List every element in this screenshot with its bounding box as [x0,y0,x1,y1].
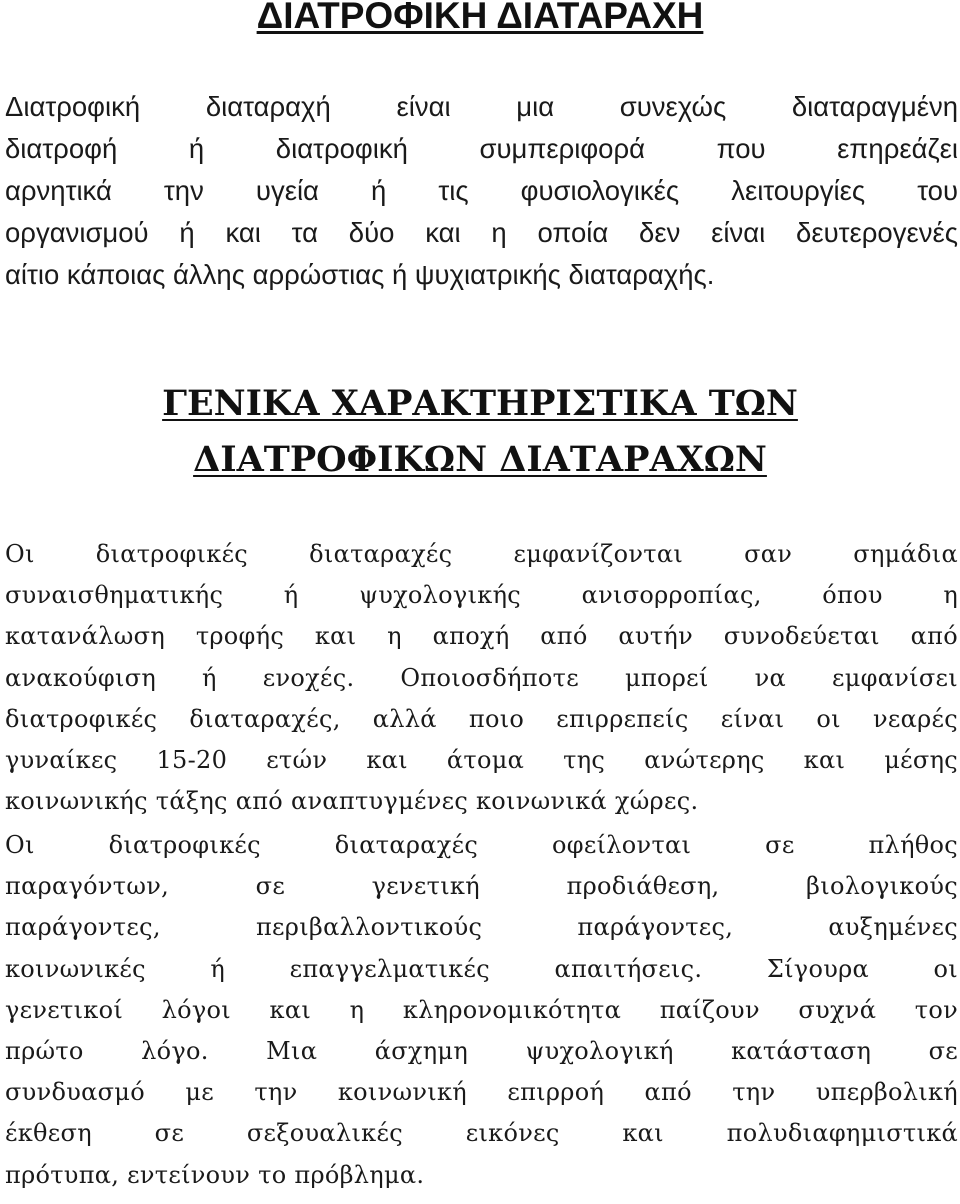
causes-paragraph [5,825,958,1196]
paragraph-line: γυναίκες 15-20 ετών και άτομα της ανώτερης και μέσης [5,746,958,775]
paragraph-line: συναισθηματικής ή ψυχολογικής ανισορροπίας, όπου η [5,581,958,610]
intro-line: διατροφή ή διατροφική συμπεριφορά που επηρεάζει [5,133,958,164]
characteristics-paragraph [5,534,958,822]
section-heading [0,376,960,488]
intro-line: Διατροφική διαταραχή είναι μια συνεχώς διαταραγμένη [5,91,958,122]
paragraph-line: Οι διατροφικές διαταραχές οφείλονται σε πλήθος [5,831,958,859]
paragraph-line: γενετικοί λόγοι και η κληρονομικότητα παίζουν συχνά τον [5,995,958,1024]
paragraph-line: Οι διατροφικές διαταραχές εμφανίζονται σαν σημάδια [5,540,958,568]
paragraph-line: ανακούφιση ή ενοχές. Οποιοσδήποτε μπορεί να εμφανίσει [5,663,958,692]
paragraph-line: συνδυασμό με την κοινωνική επιρροή από την υπερβολική [5,1078,958,1107]
paragraph-line: κοινωνικές ή επαγγελματικές απαιτήσεις. Σίγουρα οι [5,954,958,983]
intro-line: αίτιο κάποιας άλλης αρρώστιας ή ψυχιατρικής διαταραχής. [5,259,715,290]
paragraph-line: παράγοντες, περιβαλλοντικούς παράγοντες, αυξημένες [5,913,958,942]
paragraph-line: κατανάλωση τροφής και η αποχή από αυτήν συνοδεύεται από [5,622,958,651]
intro-line: αρνητικά την υγεία ή τις φυσιολογικές λειτουργίες του [5,175,958,206]
section-heading-line: ΓΕΝΙΚΑ ΧΑΡΑΚΤΗΡΙΣΤΙΚΑ ΤΩΝ [162,383,798,424]
intro-line: οργανισμού ή και τα δύο και η οποία δεν είναι δευτερογενές [5,217,958,248]
paragraph-line: διατροφικές διαταραχές, αλλά ποιο επιρρεπείς είναι οι νεαρές [5,704,958,733]
paragraph-line: πρώτο λόγο. Μια άσχημη ψυχολογική κατάσταση σε [5,1037,958,1066]
intro-paragraph [5,86,958,296]
section-heading-line: ΔΙΑΤΡΟΦΙΚΩΝ ΔΙΑΤΑΡΑΧΩΝ [193,439,767,480]
paragraph-line: πρότυπα, εντείνουν το πρόβλημα. [5,1160,425,1189]
paragraph-line: παραγόντων, σε γενετική προδιάθεση, βιολογικούς [5,872,958,901]
paragraph-line: κοινωνικής τάξης από αναπτυγμένες κοινωνικά χώρες. [5,787,699,816]
paragraph-line: έκθεση σε σεξουαλικές εικόνες και πολυδιαφημιστικά [5,1119,958,1148]
document-title: ΔΙΑΤΡΟΦΙΚΗ ΔΙΑΤΑΡΑΧΗ [256,0,704,36]
